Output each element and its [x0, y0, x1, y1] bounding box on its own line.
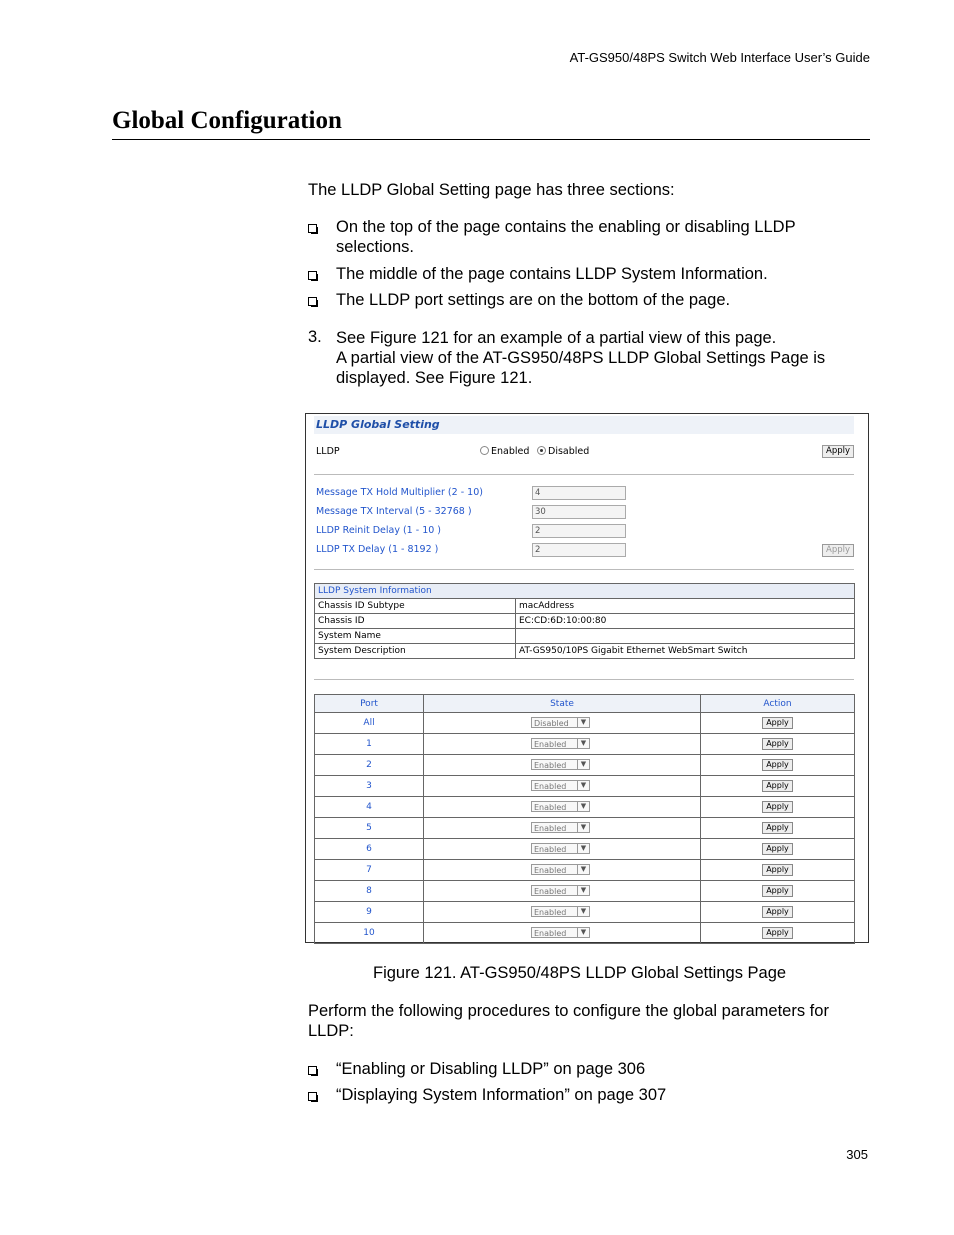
running-header: AT-GS950/48PS Switch Web Interface User’s Guide	[569, 50, 870, 65]
state-select[interactable]: Disabled ▼	[531, 717, 590, 728]
state-select[interactable]: Enabled ▼	[531, 843, 590, 854]
table-row	[315, 644, 855, 659]
param-label: LLDP Reinit Delay (1 - 10 )	[316, 525, 442, 536]
port-apply-button[interactable]: Apply	[762, 843, 793, 855]
figure-title: LLDP Global Setting	[316, 418, 440, 431]
table-row	[315, 797, 855, 818]
sys-info-value: AT-GS950/10PS Gigabit Ethernet WebSmart Switch	[516, 644, 855, 659]
state-select[interactable]: Enabled ▼	[531, 780, 590, 791]
chevron-down-icon: ▼	[577, 907, 589, 916]
procedures-intro: Perform the following procedures to configure the global parameters for LLDP:	[308, 1002, 829, 1040]
chevron-down-icon: ▼	[577, 739, 589, 748]
param-label: LLDP TX Delay (1 - 8192 )	[316, 544, 439, 555]
chevron-down-icon: ▼	[577, 865, 589, 874]
procedure-link[interactable]: “Enabling or Disabling LLDP” on page 306	[336, 1060, 646, 1078]
divider	[314, 569, 854, 570]
port-label: All	[315, 713, 424, 734]
port-apply-button[interactable]: Apply	[762, 759, 793, 771]
lldp-apply-button[interactable]: Apply	[822, 445, 854, 458]
port-apply-button[interactable]: Apply	[762, 780, 793, 792]
state-select[interactable]: Enabled ▼	[531, 906, 590, 917]
bullet-text: The LLDP port settings are on the bottom of the page.	[336, 291, 731, 309]
chevron-down-icon: ▼	[577, 886, 589, 895]
port-column-header: Port	[315, 695, 424, 713]
table-row	[315, 881, 855, 902]
step-line-1: See Figure 121 for an example of a partial view of this page.	[336, 329, 777, 347]
reinit-delay-input[interactable]: 2	[532, 524, 626, 538]
table-row	[315, 818, 855, 839]
divider	[314, 474, 854, 475]
table-row	[315, 923, 855, 944]
table-row	[315, 860, 855, 881]
table-row	[315, 755, 855, 776]
port-settings-table	[314, 694, 855, 944]
state-select[interactable]: Enabled ▼	[531, 738, 590, 749]
sys-info-name: System Description	[315, 644, 516, 659]
table-row	[315, 713, 855, 734]
checkbox-bullet-icon	[308, 1066, 317, 1075]
table-row	[315, 629, 855, 644]
intro-text: The LLDP Global Setting page has three sections:	[308, 181, 675, 199]
lldp-disabled-radio[interactable]: Disabled	[537, 446, 589, 457]
table-row	[315, 734, 855, 755]
table-row	[315, 839, 855, 860]
port-label: 7	[315, 860, 424, 881]
divider	[314, 679, 854, 680]
state-select[interactable]: Enabled ▼	[531, 885, 590, 896]
page-title: Global Configuration	[112, 107, 342, 134]
state-select[interactable]: Enabled ▼	[531, 927, 590, 938]
sys-info-name: Chassis ID	[315, 614, 516, 629]
title-rule	[112, 139, 870, 140]
step-number: 3.	[308, 328, 322, 346]
state-select[interactable]: Enabled ▼	[531, 759, 590, 770]
step-line-2: A partial view of the AT-GS950/48PS LLDP Global Settings Page is displayed. See Figure 121.	[336, 349, 826, 387]
port-apply-button[interactable]: Apply	[762, 801, 793, 813]
chevron-down-icon: ▼	[577, 802, 589, 811]
port-apply-button[interactable]: Apply	[762, 927, 793, 939]
port-apply-button[interactable]: Apply	[762, 885, 793, 897]
system-info-table	[314, 583, 855, 659]
state-select[interactable]: Enabled ▼	[531, 801, 590, 812]
state-select[interactable]: Enabled ▼	[531, 864, 590, 875]
param-label: Message TX Interval (5 - 32768 )	[316, 506, 472, 517]
port-label: 2	[315, 755, 424, 776]
bullet-text: On the top of the page contains the enabling or disabling LLDP selections.	[336, 218, 796, 256]
lldp-label: LLDP	[316, 446, 340, 457]
chevron-down-icon: ▼	[577, 718, 589, 727]
checkbox-bullet-icon	[308, 297, 317, 306]
lldp-enabled-radio[interactable]: Enabled	[480, 446, 529, 457]
state-select[interactable]: Enabled ▼	[531, 822, 590, 833]
system-info-header: LLDP System Information	[315, 584, 855, 599]
radio-icon	[480, 446, 489, 455]
action-column-header: Action	[701, 695, 855, 713]
port-label: 3	[315, 776, 424, 797]
params-apply-button[interactable]: Apply	[822, 544, 854, 557]
chevron-down-icon: ▼	[577, 781, 589, 790]
tx-hold-multiplier-input[interactable]: 4	[532, 486, 626, 500]
figure-caption: Figure 121. AT-GS950/48PS LLDP Global Settings Page	[373, 964, 787, 982]
port-apply-button[interactable]: Apply	[762, 822, 793, 834]
port-apply-button[interactable]: Apply	[762, 864, 793, 876]
page-number: 305	[846, 1147, 868, 1162]
checkbox-bullet-icon	[308, 271, 317, 280]
port-apply-button[interactable]: Apply	[762, 906, 793, 918]
table-row	[315, 599, 855, 614]
port-label: 5	[315, 818, 424, 839]
radio-selected-icon	[537, 446, 546, 455]
procedure-link[interactable]: “Displaying System Information” on page 307	[336, 1086, 667, 1104]
sys-info-value: macAddress	[516, 599, 855, 614]
tx-delay-input[interactable]: 2	[532, 543, 626, 557]
bullet-text: The middle of the page contains LLDP System Information.	[336, 265, 768, 283]
sys-info-value: EC:CD:6D:10:00:80	[516, 614, 855, 629]
port-label: 9	[315, 902, 424, 923]
table-row	[315, 902, 855, 923]
state-column-header: State	[424, 695, 701, 713]
port-label: 1	[315, 734, 424, 755]
sys-info-value	[516, 629, 855, 644]
chevron-down-icon: ▼	[577, 823, 589, 832]
chevron-down-icon: ▼	[577, 760, 589, 769]
table-row	[315, 614, 855, 629]
port-label: 4	[315, 797, 424, 818]
param-label: Message TX Hold Multiplier (2 - 10)	[316, 487, 483, 498]
port-apply-button[interactable]: Apply	[762, 717, 793, 729]
tx-interval-input[interactable]: 30	[532, 505, 626, 519]
port-label: 10	[315, 923, 424, 944]
table-row	[315, 776, 855, 797]
sys-info-name: Chassis ID Subtype	[315, 599, 516, 614]
port-apply-button[interactable]: Apply	[762, 738, 793, 750]
chevron-down-icon: ▼	[577, 844, 589, 853]
checkbox-bullet-icon	[308, 1092, 317, 1101]
sys-info-name: System Name	[315, 629, 516, 644]
port-label: 6	[315, 839, 424, 860]
port-label: 8	[315, 881, 424, 902]
chevron-down-icon: ▼	[577, 928, 589, 937]
checkbox-bullet-icon	[308, 224, 317, 233]
